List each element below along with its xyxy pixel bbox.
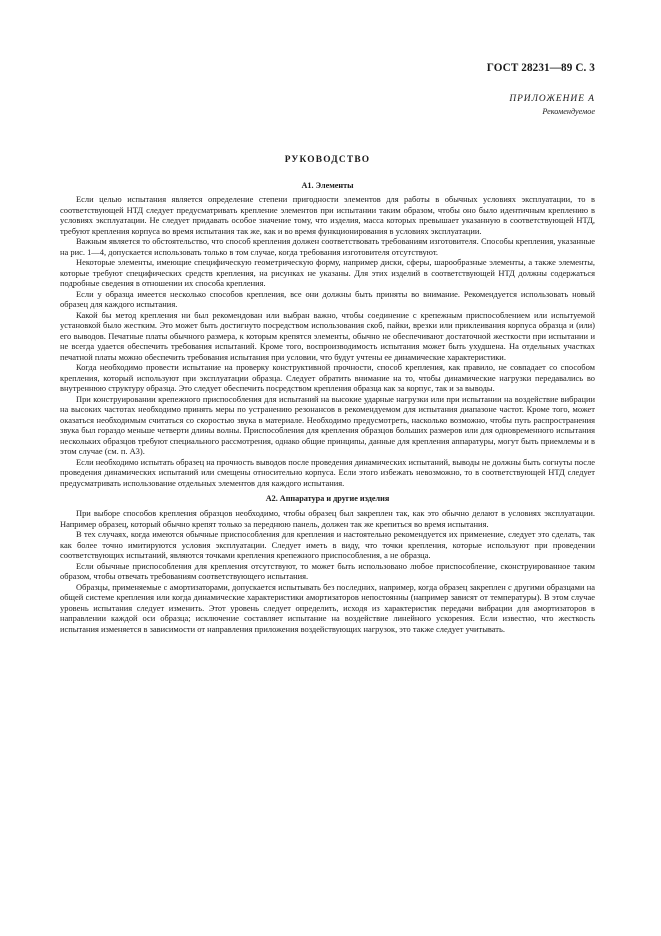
appendix-status: Рекомендуемое (542, 106, 595, 116)
paragraph: Образцы, применяемые с амортизаторами, допускается испытывать без последних, например, когда образец закреплен с другими образцами на общей системе крепления или когда динамические характеристики амортизаторов непостоянны (например зависят от температуры). В этом случае уровень испытания следует изменить. Этот уровень следует определить, исходя из характеристик передачи вибрации для амортизаторов в направлении каждой оси образца; исключение составляет испытание на воздействие линейного ускорения. Если известно, что жесткость испытания изменяется в зависимости от направления приложения воздействующих нагрузок, это также следует учитывать. (60, 581, 595, 634)
section-title: А2. Аппаратура и другие изделия (265, 494, 390, 503)
paragraph: Если обычные приспособления для крепления отсутствуют, то может быть использовано любое приспособление, сконструированное таким образом, чтобы отвечать требованиям соответствующего испытания. (60, 560, 595, 581)
appendix-label: ПРИЛОЖЕНИЕ А (509, 94, 595, 104)
document-title: РУКОВОДСТВО (284, 155, 371, 165)
paragraph: Какой бы метод крепления ни был рекомендован или выбран важно, чтобы соединение с крепежным приспособлением или испытуемой установкой было жестким. Это может быть достигнуто посредством использования скоб, пайки, врезки или приклеивания корпуса образца и (или) его выводов. Печатные платы обычного размера, к которым крепятся элементы, обычно не обеспечивают достаточной жесткости при испытании и не всегда удается обеспечить требования испытаний. Кроме того, воспроизводимость испытания может быть ухудшена. На отдельных участках печатной платы можно обеспечить требования испытания при условии, что будут учтены ее динамические характеристики. (60, 309, 595, 362)
paragraph: Важным является то обстоятельство, что способ крепления должен соответствовать требованиям изготовителя. Способы крепления, указанные на рис. 1—4, допускается использовать только в том случае, когда требования изготовителя отсутствуют. (60, 236, 595, 257)
paragraph: Некоторые элементы, имеющие специфическую геометрическую форму, например диски, сферы, шарообразные элементы, а также элементы, которые требуют специфических средств крепления, на рисунках не указаны. Для этих изделий в соответствующей НТД должны содержаться подробные сведения в отношении их способа крепления. (60, 257, 595, 288)
section-equipment (60, 494, 595, 634)
section-elements (60, 181, 595, 488)
appendix-block (60, 94, 595, 117)
section-title: А1. Элементы (301, 181, 354, 190)
paragraph: Если необходимо испытать образец на прочность выводов после проведения динамических испытаний, выводы не должны быть согнуты после проведения динамических испытаний или смещены относительно корпуса. Если этого избежать невозможно, то в соответствующей НТД следует предусматривать использование отдельных элементов для каждого испытания. (60, 456, 595, 488)
paragraph: Если у образца имеется несколько способов крепления, все они должны быть приняты во внимание. Рекомендуется использовать новый образец для каждого испытания. (60, 288, 595, 309)
paragraph: При выборе способов крепления образцов необходимо, чтобы образец был закреплен так, как это обычно делают в условиях эксплуатации. Например образец, который обычно крепят только за переднюю панель, должен так же крепиться во время испытания. (60, 508, 595, 529)
paragraph: В тех случаях, когда имеются обычные приспособления для крепления и настоятельно рекомендуется их применение, следует это сделать, так как более точно имитируются условия эксплуатации. Следует иметь в виду, что точки крепления, которые используют при проведении соответствующих испытаний, являются точками крепления крепежного приспособления, а не образца. (60, 529, 595, 560)
paragraph: Если целью испытания является определение степени пригодности элементов для работы в обычных условиях эксплуатации, то в соответствующей НТД следует предусматривать крепление элементов при испытании таким образом, чтобы оно было идентичным креплению в условиях эксплуатации. Не следует придавать особое значение тому, что изделия, масса которых превышает указанную в соответствующей НТД, требуют крепления корпуса во время испытания так же, как и во время функционирования в условиях эксплуатации. (60, 194, 595, 236)
paragraph: Когда необходимо провести испытание на проверку конструктивной прочности, способ крепления, как правило, не совпадает со способом крепления, который используют при эксплуатации образца. Следует обратить внимание на то, чтобы динамические нагрузки передавались во внутреннюю структуру образца. Это следует обеспечить посредством крепления образца как за корпус, так и за выводы. (60, 362, 595, 393)
standard-header: ГОСТ 28231—89 С. 3 (486, 62, 595, 74)
document-page (60, 62, 595, 634)
paragraph: При конструировании крепежного приспособления для испытаний на высокие ударные нагрузки или при испытании на воздействие вибрации на высоких частотах необходимо принять меры по устранению резонансов в рекомендуемом для испытания диапазоне частот. Кроме того, может оказаться необходимым считаться со скоростью звука в материале. Необходимо предусмотреть, насколько возможно, чтобы путь распространения звука был гораздо меньше четверти длины волны. Приспособления для крепления образцов больших размеров или для одновременного испытания нескольких образцов требуют специального рассмотрения, однако общие принципы, данные для крепления аппаратуры, могут быть приемлемы и в этом случае (см. п. А3). (60, 393, 595, 456)
